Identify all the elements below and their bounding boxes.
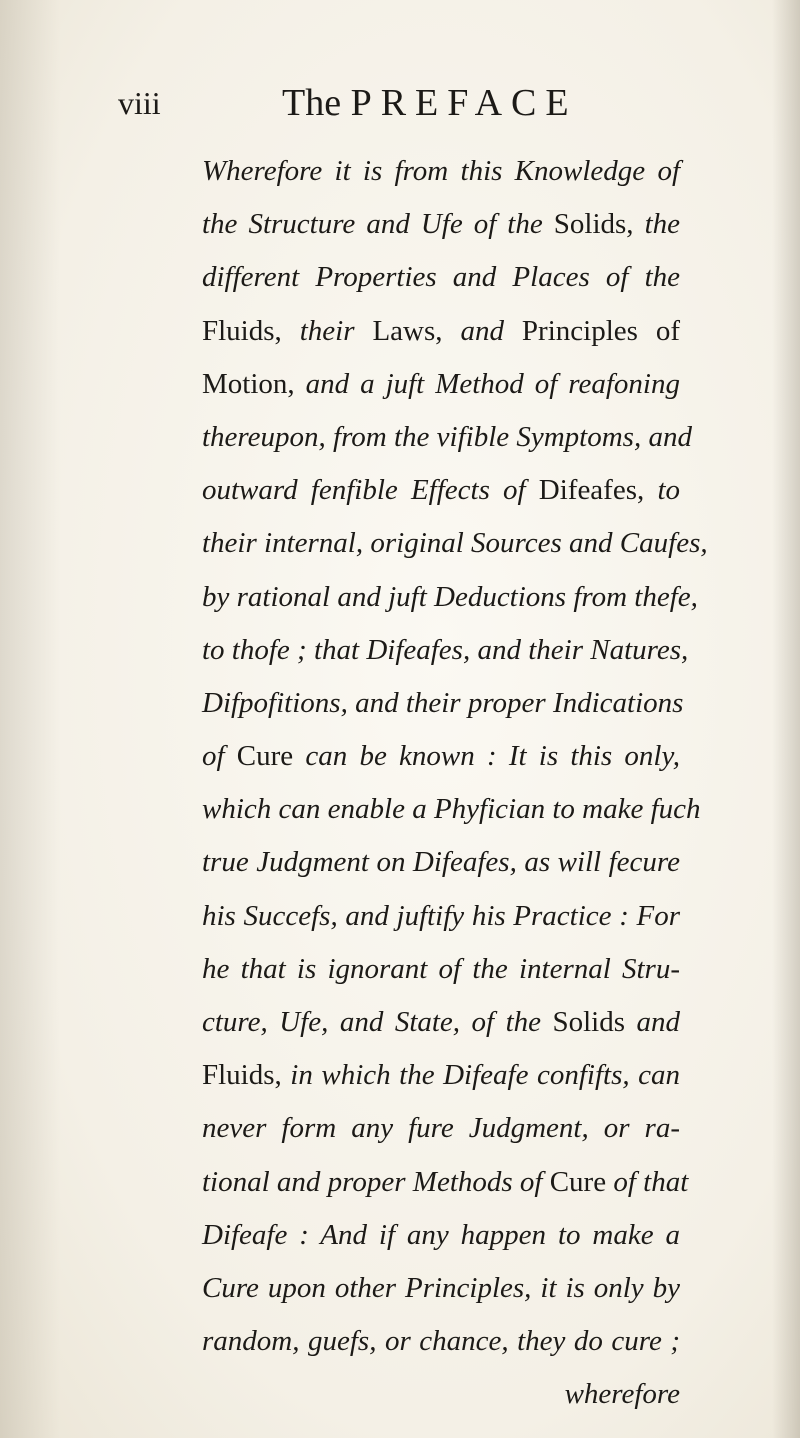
text-line	[202, 358, 680, 411]
text-run: never form any fure Judgment, or ra-	[202, 1112, 680, 1145]
text-run: Cure	[549, 1165, 614, 1198]
text-run: outward fenfible Effects of	[202, 474, 539, 507]
text-run: Cure upon other Principles, it is only by	[202, 1271, 680, 1304]
text-line	[202, 996, 680, 1049]
page-header	[118, 78, 678, 128]
page-right-shadow	[772, 0, 800, 1438]
text-run: and	[460, 314, 522, 347]
text-run: and	[636, 1006, 680, 1038]
text-line	[202, 517, 708, 570]
text-run: Principles of	[521, 314, 681, 347]
text-run: Difeafes,	[538, 474, 658, 507]
text-run: Solids	[552, 1006, 637, 1038]
text-line	[202, 464, 680, 517]
text-line	[202, 730, 680, 783]
text-run: Laws,	[372, 314, 461, 347]
text-run: tional and proper Methods of	[202, 1165, 550, 1198]
text-run: which can enable a Phyfician to make fuch	[202, 793, 701, 826]
text-run: to thofe ; that Difeafes, and their Natures,	[202, 633, 689, 666]
text-run: true Judgment on Difeafes, as will fecure	[202, 846, 680, 879]
text-run: their	[299, 314, 373, 347]
page-left-shadow	[0, 0, 60, 1438]
text-line	[202, 251, 680, 304]
text-run: and a juft Method of reafoning	[305, 367, 680, 400]
text-line	[202, 943, 680, 996]
running-title	[282, 78, 578, 128]
running-title-caps: PREFACE	[350, 82, 578, 124]
body-text	[202, 145, 708, 1422]
text-line	[202, 411, 692, 464]
text-line	[202, 571, 698, 624]
text-run: Difpofitions, and their proper Indications	[202, 686, 684, 719]
text-run: Solids,	[553, 208, 645, 241]
text-line	[202, 198, 680, 251]
text-line	[202, 783, 701, 836]
text-run: the Structure and Ufe of the	[202, 208, 554, 241]
text-run: wherefore	[564, 1378, 680, 1411]
text-run: Difeafe : And if any happen to make a	[202, 1218, 680, 1251]
text-run: their internal, original Sources and Caufes,	[202, 527, 708, 560]
text-run: thereupon, from the vifible Symptoms, and	[202, 420, 692, 453]
text-run: of that	[613, 1165, 689, 1198]
text-line	[202, 1315, 680, 1368]
text-line	[202, 890, 680, 943]
text-line	[202, 1156, 689, 1209]
text-line	[202, 1102, 680, 1155]
text-run: the	[644, 208, 681, 241]
text-run: random, guefs, or chance, they do cure ;	[202, 1325, 680, 1358]
text-line	[202, 1368, 680, 1421]
text-line	[202, 305, 680, 358]
text-run: to	[657, 474, 680, 507]
page-number: viii	[118, 85, 161, 121]
text-run: Motion,	[202, 367, 306, 400]
text-run: of	[202, 740, 237, 773]
running-title-prefix: The	[282, 82, 342, 124]
text-line	[202, 624, 689, 677]
text-line	[202, 1209, 680, 1262]
text-run: he that is ignorant of the internal Stru-	[202, 952, 680, 985]
text-run: by rational and juft Deductions from thefe,	[202, 580, 698, 613]
text-run: in which the Difeafe confifts, can	[290, 1059, 680, 1092]
text-run: Wherefore it is from this Knowledge of	[202, 155, 680, 187]
text-run: Fluids,	[202, 314, 300, 347]
text-line	[202, 1262, 680, 1315]
text-run: Fluids,	[202, 1059, 291, 1092]
text-run: can be known : It is this only,	[305, 740, 681, 773]
text-line	[202, 1049, 680, 1102]
text-run: his Succefs, and juftify his Practice : For	[202, 899, 680, 932]
text-line	[202, 145, 680, 198]
text-line	[202, 677, 684, 730]
text-run: different Properties and Places of the	[202, 261, 680, 294]
text-line	[202, 836, 680, 889]
text-run: cture, Ufe, and State, of the	[202, 1006, 553, 1038]
text-run: Cure	[236, 740, 306, 773]
